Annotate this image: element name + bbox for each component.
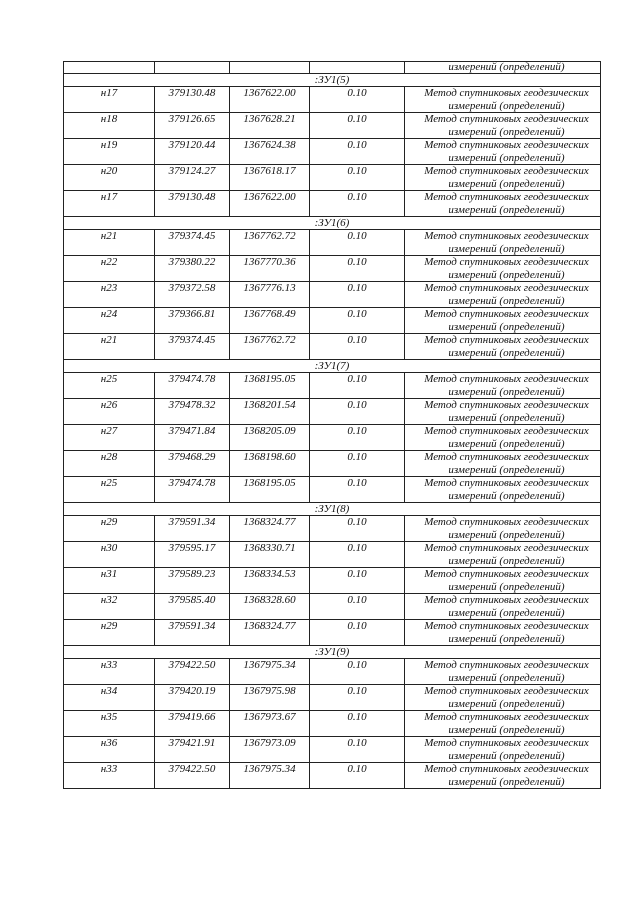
y-coordinate-cell: 1368324.77	[230, 516, 310, 542]
section-header-row	[64, 646, 601, 659]
method-line-2: измерений (определений)	[448, 775, 565, 788]
method-cell	[405, 165, 601, 191]
method-cell	[405, 568, 601, 594]
x-coordinate-cell: 379468.29	[155, 451, 230, 477]
table-row	[64, 256, 601, 282]
x-coordinate-cell: 379372.58	[155, 282, 230, 308]
method-cell	[405, 516, 601, 542]
method-cell	[405, 399, 601, 425]
table-row	[64, 308, 601, 334]
section-label: :ЗУ1(7)	[64, 360, 601, 373]
method-line-2: измерений (определений)	[448, 242, 565, 255]
method-line-1: Метод спутниковых геодезических	[424, 685, 589, 697]
method-line-2: измерений (определений)	[448, 580, 565, 593]
x-coordinate-cell: 379380.22	[155, 256, 230, 282]
method-line-1: Метод спутниковых геодезических	[424, 711, 589, 723]
table-row	[64, 594, 601, 620]
accuracy-cell: 0.10	[310, 399, 405, 425]
section-header-row	[64, 217, 601, 230]
y-coordinate-cell: 1367975.34	[230, 763, 310, 789]
section-label: :ЗУ1(6)	[64, 217, 601, 230]
method-cell	[405, 685, 601, 711]
y-coordinate-cell: 1367762.72	[230, 230, 310, 256]
point-name-cell: н33	[64, 763, 155, 789]
y-coordinate-cell: 1368201.54	[230, 399, 310, 425]
method-line-1: Метод спутниковых геодезических	[424, 425, 589, 437]
point-name-cell: н23	[64, 282, 155, 308]
point-name-cell: н21	[64, 334, 155, 360]
point-name-cell: н25	[64, 477, 155, 503]
x-coordinate-cell: 379126.65	[155, 113, 230, 139]
y-coordinate-cell: 1367622.00	[230, 191, 310, 217]
method-cell	[405, 191, 601, 217]
y-coordinate-cell: 1368330.71	[230, 542, 310, 568]
point-cell	[64, 62, 155, 74]
method-line-2: измерений (определений)	[448, 151, 565, 164]
method-line-1: Метод спутниковых геодезических	[424, 399, 589, 411]
section-header-row	[64, 74, 601, 87]
accuracy-cell: 0.10	[310, 308, 405, 334]
accuracy-cell: 0.10	[310, 477, 405, 503]
table-row	[64, 763, 601, 789]
method-line-1: Метод спутниковых геодезических	[424, 87, 589, 99]
table-row	[64, 373, 601, 399]
point-name-cell: н26	[64, 399, 155, 425]
table-row	[64, 542, 601, 568]
table-row	[64, 620, 601, 646]
y-coordinate-cell: 1368205.09	[230, 425, 310, 451]
method-line-1: Метод спутниковых геодезических	[424, 334, 589, 346]
method-cell	[405, 282, 601, 308]
y-coordinate-cell: 1367762.72	[230, 334, 310, 360]
y-coordinate-cell: 1367975.34	[230, 659, 310, 685]
method-cell	[405, 763, 601, 789]
method-cell	[405, 334, 601, 360]
x-coordinate-cell: 379595.17	[155, 542, 230, 568]
method-line-1: Метод спутниковых геодезических	[424, 282, 589, 294]
x-coordinate-cell: 379420.19	[155, 685, 230, 711]
method-line-2: измерений (определений)	[448, 203, 565, 216]
method-line-2: измерений (определений)	[448, 554, 565, 567]
accuracy-cell: 0.10	[310, 711, 405, 737]
method-line-1: Метод спутниковых геодезических	[424, 451, 589, 463]
method-line-2: измерений (определений)	[448, 385, 565, 398]
method-line-1: Метод спутниковых геодезических	[424, 516, 589, 528]
method-line-1: Метод спутниковых геодезических	[424, 620, 589, 632]
method-line-1: Метод спутниковых геодезических	[424, 308, 589, 320]
accuracy-cell	[310, 62, 405, 74]
x-coordinate-cell: 379130.48	[155, 87, 230, 113]
method-cell	[405, 373, 601, 399]
method-cell	[405, 711, 601, 737]
method-line-2: измерений (определений)	[448, 411, 565, 424]
accuracy-cell: 0.10	[310, 230, 405, 256]
section-label: :ЗУ1(8)	[64, 503, 601, 516]
method-cell	[405, 425, 601, 451]
accuracy-cell: 0.10	[310, 282, 405, 308]
accuracy-cell: 0.10	[310, 139, 405, 165]
x-coordinate-cell: 379366.81	[155, 308, 230, 334]
method-line-2: измерений (определений)	[448, 671, 565, 684]
x-coordinate-cell: 379471.84	[155, 425, 230, 451]
method-cell	[405, 737, 601, 763]
table-row	[64, 659, 601, 685]
method-line-1: Метод спутниковых геодезических	[424, 659, 589, 671]
x-coordinate-cell: 379130.48	[155, 191, 230, 217]
method-line-2: измерений (определений)	[448, 606, 565, 619]
y-coordinate-cell: 1367973.67	[230, 711, 310, 737]
method-cell	[405, 308, 601, 334]
point-name-cell: н24	[64, 308, 155, 334]
table-row	[64, 230, 601, 256]
x-coordinate-cell: 379419.66	[155, 711, 230, 737]
accuracy-cell: 0.10	[310, 113, 405, 139]
table-row	[64, 399, 601, 425]
accuracy-cell: 0.10	[310, 737, 405, 763]
accuracy-cell: 0.10	[310, 334, 405, 360]
accuracy-cell: 0.10	[310, 451, 405, 477]
point-name-cell: н17	[64, 191, 155, 217]
method-text: измерений (определений)	[448, 61, 565, 73]
y-coordinate-cell: 1367768.49	[230, 308, 310, 334]
method-line-2: измерений (определений)	[448, 125, 565, 138]
method-line-2: измерений (определений)	[448, 697, 565, 710]
method-cell	[405, 620, 601, 646]
accuracy-cell: 0.10	[310, 763, 405, 789]
accuracy-cell: 0.10	[310, 373, 405, 399]
method-line-1: Метод спутниковых геодезических	[424, 230, 589, 242]
method-line-2: измерений (определений)	[448, 528, 565, 541]
point-name-cell: н20	[64, 165, 155, 191]
y-coordinate-cell: 1367622.00	[230, 87, 310, 113]
accuracy-cell: 0.10	[310, 568, 405, 594]
method-line-2: измерений (определений)	[448, 294, 565, 307]
accuracy-cell: 0.10	[310, 516, 405, 542]
point-name-cell: н32	[64, 594, 155, 620]
accuracy-cell: 0.10	[310, 425, 405, 451]
point-name-cell: н22	[64, 256, 155, 282]
method-cell	[405, 139, 601, 165]
table-row	[64, 568, 601, 594]
y-coordinate-cell: 1368334.53	[230, 568, 310, 594]
y-coordinate-cell: 1368324.77	[230, 620, 310, 646]
section-label: :ЗУ1(5)	[64, 74, 601, 87]
y-coordinate-cell: 1367776.13	[230, 282, 310, 308]
method-line-1: Метод спутниковых геодезических	[424, 256, 589, 268]
point-name-cell: н30	[64, 542, 155, 568]
table-row	[64, 477, 601, 503]
method-cell	[405, 87, 601, 113]
method-line-2: измерений (определений)	[448, 268, 565, 281]
accuracy-cell: 0.10	[310, 659, 405, 685]
method-cell	[405, 451, 601, 477]
x-coordinate-cell: 379591.34	[155, 620, 230, 646]
method-line-2: измерений (определений)	[448, 437, 565, 450]
accuracy-cell: 0.10	[310, 191, 405, 217]
method-line-2: измерений (определений)	[448, 346, 565, 359]
point-name-cell: н18	[64, 113, 155, 139]
method-line-1: Метод спутниковых геодезических	[424, 763, 589, 775]
coordinates-table-body	[64, 62, 601, 789]
section-header-row	[64, 360, 601, 373]
x-coordinate-cell: 379591.34	[155, 516, 230, 542]
accuracy-cell: 0.10	[310, 256, 405, 282]
section-header-row	[64, 503, 601, 516]
method-line-1: Метод спутниковых геодезических	[424, 737, 589, 749]
method-line-2: измерений (определений)	[448, 723, 565, 736]
point-name-cell: н35	[64, 711, 155, 737]
y-coordinate-cell: 1367618.17	[230, 165, 310, 191]
point-name-cell: н25	[64, 373, 155, 399]
table-row	[64, 334, 601, 360]
x-coordinate-cell: 379585.40	[155, 594, 230, 620]
x-coordinate-cell: 379374.45	[155, 334, 230, 360]
method-cell	[405, 659, 601, 685]
point-name-cell: н33	[64, 659, 155, 685]
method-line-1: Метод спутниковых геодезических	[424, 165, 589, 177]
table-row	[64, 516, 601, 542]
table-row	[64, 451, 601, 477]
accuracy-cell: 0.10	[310, 620, 405, 646]
table-row	[64, 139, 601, 165]
method-cell	[405, 230, 601, 256]
method-cell	[405, 113, 601, 139]
x-coordinate-cell: 379422.50	[155, 763, 230, 789]
method-line-2: измерений (определений)	[448, 463, 565, 476]
point-name-cell: н28	[64, 451, 155, 477]
method-line-2: измерений (определений)	[448, 489, 565, 502]
accuracy-cell: 0.10	[310, 87, 405, 113]
point-name-cell: н36	[64, 737, 155, 763]
point-name-cell: н34	[64, 685, 155, 711]
method-line-1: Метод спутниковых геодезических	[424, 542, 589, 554]
accuracy-cell: 0.10	[310, 542, 405, 568]
point-name-cell: н31	[64, 568, 155, 594]
method-line-1: Метод спутниковых геодезических	[424, 477, 589, 489]
table-row	[64, 87, 601, 113]
method-line-1: Метод спутниковых геодезических	[424, 139, 589, 151]
table-row	[64, 711, 601, 737]
method-line-2: измерений (определений)	[448, 177, 565, 190]
method-cell	[405, 594, 601, 620]
y-cell	[230, 62, 310, 74]
table-row	[64, 425, 601, 451]
point-name-cell: н17	[64, 87, 155, 113]
accuracy-cell: 0.10	[310, 165, 405, 191]
x-coordinate-cell: 379124.27	[155, 165, 230, 191]
table-row	[64, 282, 601, 308]
point-name-cell: н21	[64, 230, 155, 256]
table-row	[64, 685, 601, 711]
x-coordinate-cell: 379374.45	[155, 230, 230, 256]
method-line-2: измерений (определений)	[448, 320, 565, 333]
y-coordinate-cell: 1367628.21	[230, 113, 310, 139]
continuation-row	[64, 62, 601, 74]
point-name-cell: н29	[64, 620, 155, 646]
y-coordinate-cell: 1368198.60	[230, 451, 310, 477]
table-row	[64, 165, 601, 191]
method-line-1: Метод спутниковых геодезических	[424, 373, 589, 385]
y-coordinate-cell: 1368195.05	[230, 373, 310, 399]
x-coordinate-cell: 379421.91	[155, 737, 230, 763]
y-coordinate-cell: 1367770.36	[230, 256, 310, 282]
method-cell	[405, 62, 601, 74]
coordinates-table	[63, 61, 601, 789]
x-coordinate-cell: 379474.78	[155, 477, 230, 503]
y-coordinate-cell: 1367973.09	[230, 737, 310, 763]
point-name-cell: н27	[64, 425, 155, 451]
x-coordinate-cell: 379422.50	[155, 659, 230, 685]
method-cell	[405, 256, 601, 282]
table-row	[64, 191, 601, 217]
method-line-2: измерений (определений)	[448, 632, 565, 645]
x-coordinate-cell: 379474.78	[155, 373, 230, 399]
method-cell	[405, 542, 601, 568]
method-line-2: измерений (определений)	[448, 99, 565, 112]
x-coordinate-cell: 379120.44	[155, 139, 230, 165]
x-coordinate-cell: 379478.32	[155, 399, 230, 425]
method-line-1: Метод спутниковых геодезических	[424, 568, 589, 580]
y-coordinate-cell: 1368328.60	[230, 594, 310, 620]
method-cell	[405, 477, 601, 503]
section-label: :ЗУ1(9)	[64, 646, 601, 659]
y-coordinate-cell: 1367975.98	[230, 685, 310, 711]
accuracy-cell: 0.10	[310, 594, 405, 620]
method-line-2: измерений (определений)	[448, 749, 565, 762]
x-cell	[155, 62, 230, 74]
method-line-1: Метод спутниковых геодезических	[424, 191, 589, 203]
point-name-cell: н19	[64, 139, 155, 165]
accuracy-cell: 0.10	[310, 685, 405, 711]
method-line-1: Метод спутниковых геодезических	[424, 113, 589, 125]
method-line-1: Метод спутниковых геодезических	[424, 594, 589, 606]
table-row	[64, 113, 601, 139]
y-coordinate-cell: 1367624.38	[230, 139, 310, 165]
y-coordinate-cell: 1368195.05	[230, 477, 310, 503]
table-row	[64, 737, 601, 763]
x-coordinate-cell: 379589.23	[155, 568, 230, 594]
point-name-cell: н29	[64, 516, 155, 542]
